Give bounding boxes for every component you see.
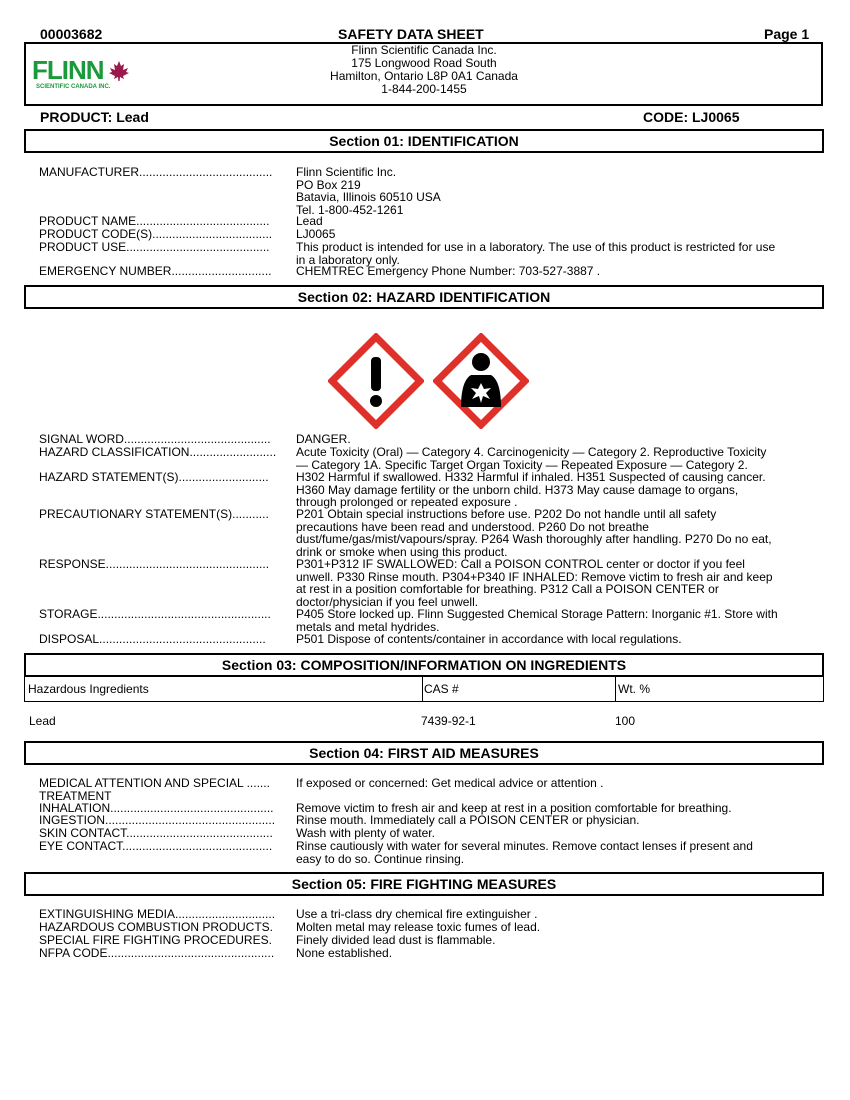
field-value: H302 Harmful if swallowed. H332 Harmful if inhaled. H351 Suspected of causing cancer. [296, 470, 766, 484]
field-value: P201 Obtain special instructions before use. P202 Do not handle until all safety [296, 507, 717, 521]
document-title: SAFETY DATA SHEET [338, 26, 484, 42]
field-label: INGESTION................................................... [39, 814, 276, 827]
logo-wordmark: FLINN [32, 55, 104, 85]
field-value: PO Box 219 [296, 177, 361, 192]
field-label: EYE CONTACT............................................. [39, 840, 273, 853]
product-code: CODE: LJ0065 [643, 109, 740, 125]
field-label: EMERGENCY NUMBER.............................. [39, 265, 272, 278]
column-header-cas: CAS # [424, 682, 459, 696]
field-label: STORAGE.................................................... [39, 608, 271, 621]
field-value: DANGER. [296, 432, 351, 446]
field-value: None established. [296, 946, 393, 960]
address-line: Flinn Scientific Canada Inc. [351, 43, 497, 57]
section-04-title: Section 04: FIRST AID MEASURES [24, 741, 824, 765]
section-02-title: Section 02: HAZARD IDENTIFICATION [24, 285, 824, 309]
column-header-wt: Wt. % [618, 682, 650, 696]
document-number: 00003682 [40, 26, 103, 42]
ingredient-name: Lead [29, 714, 56, 728]
field-value: This product is intended for use in a laboratory. The use of this product is restricted for use [296, 240, 776, 254]
address-line: 175 Longwood Road South [351, 56, 497, 70]
address-line: Hamilton, Ontario L8P 0A1 Canada [330, 69, 518, 83]
field-label: SIGNAL WORD............................................ [39, 433, 271, 446]
field-value: through prolonged or repeated exposure . [296, 495, 518, 509]
flinn-logo [30, 56, 140, 96]
field-value: Wash with plenty of water. [296, 826, 435, 840]
column-divider [615, 677, 616, 701]
company-address [254, 44, 594, 96]
field-label: NFPA CODE.................................................. [39, 947, 275, 960]
field-label: INHALATION................................................. [39, 802, 274, 815]
table-row [24, 714, 824, 730]
field-value: LJ0065 [296, 227, 336, 241]
address-line: 1-844-200-1455 [381, 82, 467, 96]
field-label: PRODUCT NAME........................................ [39, 215, 270, 228]
field-label: MANUFACTURER........................................ [39, 166, 273, 179]
field-value: P405 Store locked up. Flinn Suggested Chemical Storage Pattern: Inorganic #1. Store with [296, 607, 778, 621]
maple-leaf-icon [108, 60, 130, 82]
field-value: in a laboratory only. [296, 252, 400, 267]
field-value: Use a tri-class dry chemical fire extinguisher . [296, 907, 538, 921]
ingredients-header-row [24, 677, 824, 702]
field-label: SKIN CONTACT............................................ [39, 827, 273, 840]
company-box [24, 42, 823, 106]
field-value: If exposed or concerned: Get medical advice or attention . [296, 776, 604, 790]
field-value: Tel. 1-800-452-1261 [296, 202, 404, 217]
field-value: precautions have been read and understood. P260 Do not breathe [296, 519, 649, 534]
field-value: — Category 1A. Specific Target Organ Toxicity — Repeated Exposure — Category 2. [296, 457, 748, 472]
field-label: HAZARDOUS COMBUSTION PRODUCTS. [39, 921, 274, 934]
field-value: H360 May damage fertility or the unborn child. H373 May cause damage to organs, [296, 482, 739, 497]
health-hazard-icon [433, 333, 529, 429]
logo-subtext: SCIENTIFIC CANADA INC. [36, 84, 111, 90]
field-value: P501 Dispose of contents/container in accordance with local regulations. [296, 632, 682, 646]
field-value: dust/fume/gas/mist/vapours/spray. P264 Wash thoroughly after handling. P270 Do no eat, [296, 532, 772, 546]
ingredient-weight: 100 [615, 714, 636, 728]
field-label: PRODUCT USE........................................... [39, 241, 270, 254]
field-value: Flinn Scientific Inc. [296, 165, 397, 179]
product-name: PRODUCT: Lead [40, 109, 149, 125]
field-label: PRODUCT CODE(S).................................... [39, 228, 273, 241]
field-value: Remove victim to fresh air and keep at rest in a position comfortable for breathing. [296, 801, 732, 815]
field-value: Lead [296, 214, 323, 228]
column-header-ingredient: Hazardous Ingredients [28, 682, 149, 696]
field-value: P301+P312 IF SWALLOWED: Call a POISON CONTROL center or doctor if you feel [296, 557, 745, 571]
field-label: HAZARD CLASSIFICATION.......................... [39, 446, 277, 459]
field-value: Rinse cautiously with water for several minutes. Remove contact lenses if present and [296, 839, 753, 853]
field-value: Rinse mouth. Immediately call a POISON CENTER or physician. [296, 813, 640, 827]
page-label: Page 1 [764, 26, 810, 42]
section-03-title: Section 03: COMPOSITION/INFORMATION ON INGREDIENTS [24, 653, 824, 677]
field-value: easy to do so. Continue rinsing. [296, 851, 465, 866]
section-05-title: Section 05: FIRE FIGHTING MEASURES [24, 872, 824, 896]
field-value: at rest in a position comfortable for breathing. P312 Call a POISON CENTER or [296, 582, 719, 596]
ingredient-cas: 7439-92-1 [421, 714, 476, 728]
field-value: doctor/physician if you feel unwell. [296, 594, 479, 609]
field-value: unwell. P330 Rinse mouth. P304+P340 IF INHALED: Remove victim to fresh air and keep [296, 569, 773, 584]
exclamation-mark-icon [328, 333, 424, 429]
section-01-title: Section 01: IDENTIFICATION [24, 129, 824, 153]
field-label: SPECIAL FIRE FIGHTING PROCEDURES. [39, 934, 272, 947]
field-label: PRECAUTIONARY STATEMENT(S)........... [39, 508, 269, 521]
field-label-continued: TREATMENT [39, 789, 112, 802]
field-value: Batavia, Illinois 60510 USA [296, 190, 441, 204]
field-value: drink or smoke when using this product. [296, 544, 508, 559]
column-divider [422, 677, 423, 701]
field-value: CHEMTREC Emergency Phone Number: 703-527-3887 . [296, 264, 601, 278]
field-label: EXTINGUISHING MEDIA.............................. [39, 908, 276, 921]
field-value: Finely divided lead dust is flammable. [296, 933, 496, 947]
field-value: Molten metal may release toxic fumes of lead. [296, 920, 541, 934]
field-label: RESPONSE................................................. [39, 558, 270, 571]
field-label: HAZARD STATEMENT(S)........................... [39, 471, 269, 484]
field-value: metals and metal hydrides. [296, 619, 440, 634]
field-value: Acute Toxicity (Oral) — Category 4. Carcinogenicity — Category 2. Reproductive Toxicity [296, 445, 767, 459]
field-label: DISPOSAL.................................................. [39, 633, 266, 646]
field-label: MEDICAL ATTENTION AND SPECIAL ....... [39, 777, 270, 790]
